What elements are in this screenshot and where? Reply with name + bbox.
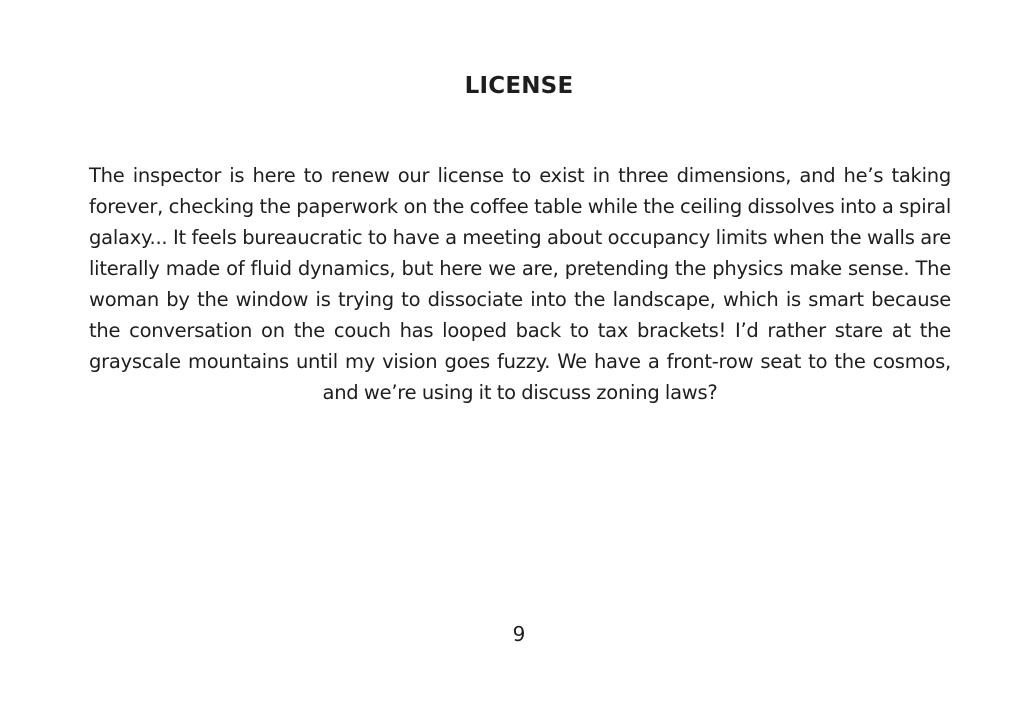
page-number: 9 <box>512 622 526 646</box>
page-title: LICENSE <box>464 73 574 99</box>
body-paragraph: The inspector is here to renew our license to exist in three dimensions, and he’s taking forever, checking the paperwork on the coffee table while the ceiling dissolves into a spiral galaxy... It feels bureaucratic to have a meeting about occupancy limits when the walls are literally made of fluid dynamics, but here we are, pretending the physics make sense. The woman by the window is trying to dissociate into the landscape, which is smart because the conversation on the couch has looped back to tax brackets! I’d rather stare at the grayscale mountains until my vision goes fuzzy. We have a front-row seat to the cosmos, and we’re using it to discuss zoning laws? <box>89 164 951 404</box>
